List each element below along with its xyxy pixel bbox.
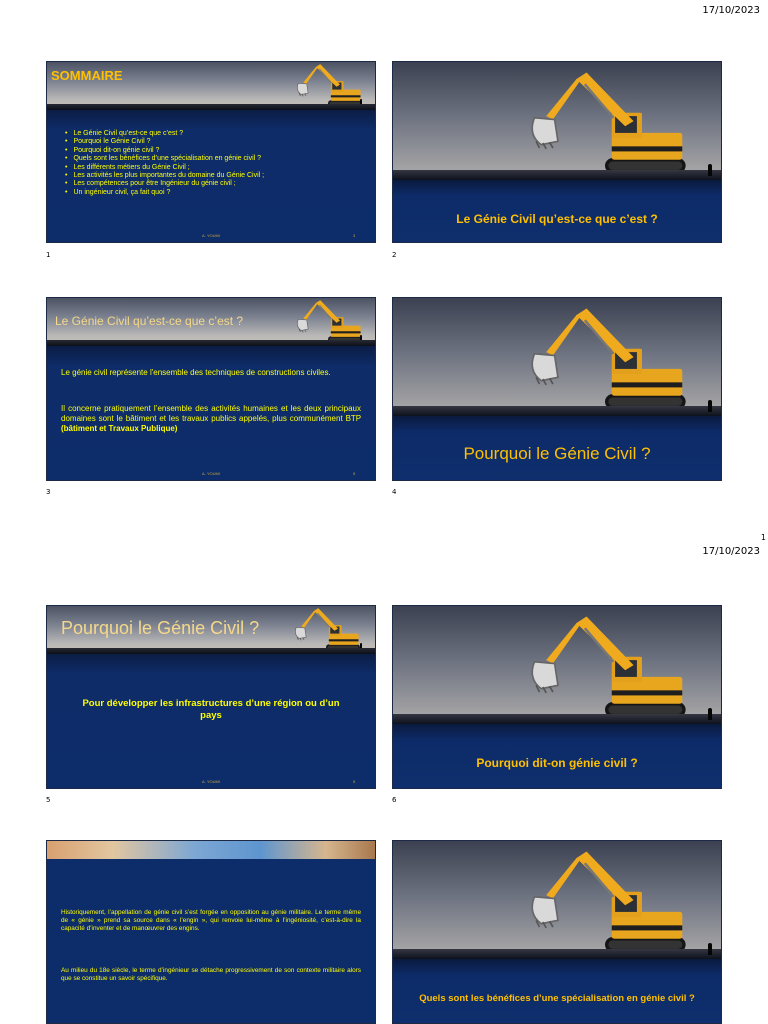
page-date-2: 17/10/2023: [702, 546, 760, 557]
slide-number: 1: [46, 251, 51, 259]
excavator-image: [521, 841, 689, 961]
agenda-item: • Les activités les plus importantes du domaine du Génie Civil ;: [65, 172, 264, 180]
slide-banner: [47, 62, 375, 110]
agenda-item: • Pourquoi le Génie Civil ?: [65, 138, 264, 146]
ground-strip: [393, 406, 721, 416]
slide-footer-author: A. YOUMI: [202, 233, 220, 238]
slide-paragraph: Le génie civil représente l'ensemble des techniques de constructions civiles.: [61, 368, 331, 377]
excavator-image: [287, 606, 365, 652]
slide-banner: [47, 298, 375, 346]
slide-footer-page: 5: [353, 779, 356, 784]
page-marker: 1: [760, 533, 766, 542]
agenda-list: [65, 130, 264, 197]
slide-title: Le Génie Civil qu’est-ce que c’est ?: [55, 314, 244, 328]
ground-strip: [393, 949, 721, 959]
slide-caption: Pourquoi le Génie Civil ?: [463, 444, 651, 463]
excavator-image: [521, 606, 689, 726]
slide-footer-author: A. YOUMI: [202, 779, 220, 784]
paragraph-text: Il concerne pratiquement l’ensemble des activités humaines et les deux principaux domaines sont le bâtiment et les travaux publics appelés, plus communément BTP: [61, 404, 361, 423]
slide-3[interactable]: [46, 297, 376, 481]
agenda-item: • Pourquoi dit-on génie civil ?: [65, 147, 264, 155]
ground-strip: [393, 170, 721, 180]
person-silhouette: [708, 164, 712, 176]
slide-bottom-bg: [393, 180, 721, 242]
slide-paragraph: Historiquement, l’appellation de génie civil s’est forgée en opposition au génie militaire. Le terme même de « génie » prend sa source dans « l’engin », qui renvoie lui-même à l’ingéniosité, c’est-à-dire la capacité d’inventer et de manœuvrer des engins.: [61, 909, 361, 932]
slide-number: 5: [46, 796, 51, 804]
slide-bottom-bg: [393, 959, 721, 1023]
slide-number: 6: [392, 796, 397, 804]
slide-5[interactable]: [46, 605, 376, 789]
slide-title: Pourquoi le Génie Civil ?: [61, 618, 260, 638]
slide-title: SOMMAIRE: [51, 68, 123, 83]
slide-number: 4: [392, 488, 397, 496]
slide-footer-author: A. YOUMI: [202, 471, 220, 476]
ground-strip: [393, 714, 721, 724]
slide-paragraph: Au milieu du 18e siècle, le terme d’ingénieur se détache progressivement de son contexte militaire alors que se constitue un savoir spécifique.: [61, 967, 361, 982]
slide-paragraph: [61, 404, 361, 434]
excavator-image: [521, 298, 689, 418]
paragraph-bold: (bâtiment et Travaux Publique): [61, 424, 178, 433]
slide-banner: [47, 606, 375, 654]
person-silhouette: [708, 400, 712, 412]
slide-caption: Pourquoi dit-on génie civil ?: [476, 756, 638, 770]
slide-1[interactable]: [46, 61, 376, 243]
excavator-image: [289, 298, 367, 344]
person-silhouette: [708, 943, 712, 955]
slide-7[interactable]: [46, 840, 376, 1024]
agenda-item: • Les différents métiers du Génie Civil ;: [65, 164, 264, 172]
page-date-1: 17/10/2023: [702, 5, 760, 16]
slide-number: 3: [46, 488, 51, 496]
slide-2[interactable]: [392, 61, 722, 243]
slide-footer-page: 5: [353, 471, 356, 476]
excavator-image: [289, 62, 367, 108]
construction-banner-image: [47, 841, 375, 859]
agenda-item: • Le Génie Civil qu’est-ce que c’est ?: [65, 130, 264, 138]
excavator-image: [521, 62, 689, 182]
agenda-item: • Un ingénieur civil, ça fait quoi ?: [65, 189, 264, 197]
slide-caption: Le Génie Civil qu’est-ce que c’est ?: [456, 212, 658, 226]
slide-8[interactable]: [392, 840, 722, 1024]
slide-footer-page: 3: [353, 233, 356, 238]
slide-6[interactable]: [392, 605, 722, 789]
slide-number: 2: [392, 251, 397, 259]
slide-caption: Quels sont les bénéfices d’une spécialisation en génie civil ?: [419, 993, 695, 1004]
slide-statement: Pour développer les infrastructures d’une région ou d’un pays: [82, 698, 340, 721]
slide-4[interactable]: [392, 297, 722, 481]
agenda-item: • Quels sont les bénéfices d’une spécialisation en génie civil ?: [65, 155, 264, 163]
agenda-item: • Les compétences pour être Ingénieur du génie civil ;: [65, 180, 264, 188]
person-silhouette: [708, 708, 712, 720]
